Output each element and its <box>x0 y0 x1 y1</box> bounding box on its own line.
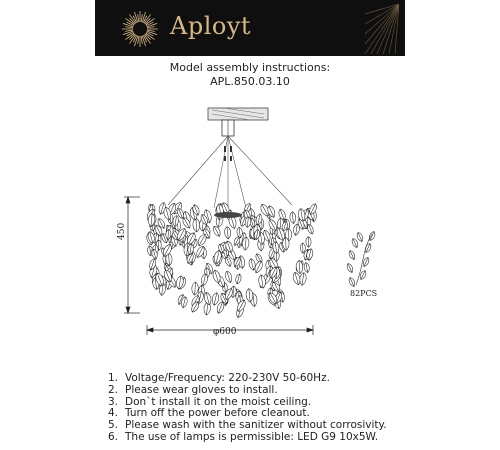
leaf <box>346 262 355 273</box>
leaf <box>212 225 222 238</box>
leaf <box>306 237 311 248</box>
center-hub <box>214 212 242 218</box>
instruction-text: Turn off the power before cleanout. <box>125 407 310 420</box>
instruction-number: 4. <box>108 407 119 420</box>
leaf <box>356 231 365 242</box>
leaf <box>300 243 305 254</box>
brand-logo: Aployt <box>170 12 252 40</box>
instruction-number: 2. <box>108 383 119 396</box>
leaf <box>224 226 231 239</box>
leaf-strand-detail <box>346 230 377 287</box>
instruction-text: Voltage/Frequency: 220-230V 50-60Hz. <box>125 372 330 384</box>
leaf <box>203 292 212 306</box>
instruction-number: 1. <box>108 372 119 384</box>
leaf <box>348 249 357 260</box>
instruction-number: 5. <box>108 419 119 432</box>
leaf <box>224 270 233 283</box>
height-label: 450 <box>117 222 127 240</box>
instruction-number: 3. <box>108 395 119 408</box>
instruction-text: The use of lamps is permissible: LED G9 10x5W. <box>125 430 379 443</box>
leaf <box>193 218 201 232</box>
instruction-text: Don`t install it on the moist ceiling. <box>125 395 312 408</box>
instruction-item <box>108 432 387 444</box>
model-number: APL.850.03.10 <box>210 75 290 88</box>
leaf <box>348 276 357 287</box>
leaf <box>303 262 310 273</box>
leaf <box>351 237 360 248</box>
height-dimension <box>124 197 140 313</box>
instruction-text: Please wash with the sanitizer without corrosivity. <box>125 419 387 432</box>
width-label: φ600 <box>213 327 237 337</box>
document-title: Model assembly instructions: <box>169 61 331 74</box>
leaf <box>359 269 368 280</box>
leaf <box>191 282 198 296</box>
instruction-list <box>108 373 387 444</box>
leaf <box>211 292 220 306</box>
instruction-number: 6. <box>108 430 119 443</box>
pieces-label: 82PCS <box>350 289 378 298</box>
leaf-cluster <box>145 201 318 319</box>
instruction-text: Please wear gloves to install. <box>125 383 278 396</box>
leaf <box>235 273 242 284</box>
leaf <box>289 211 296 223</box>
